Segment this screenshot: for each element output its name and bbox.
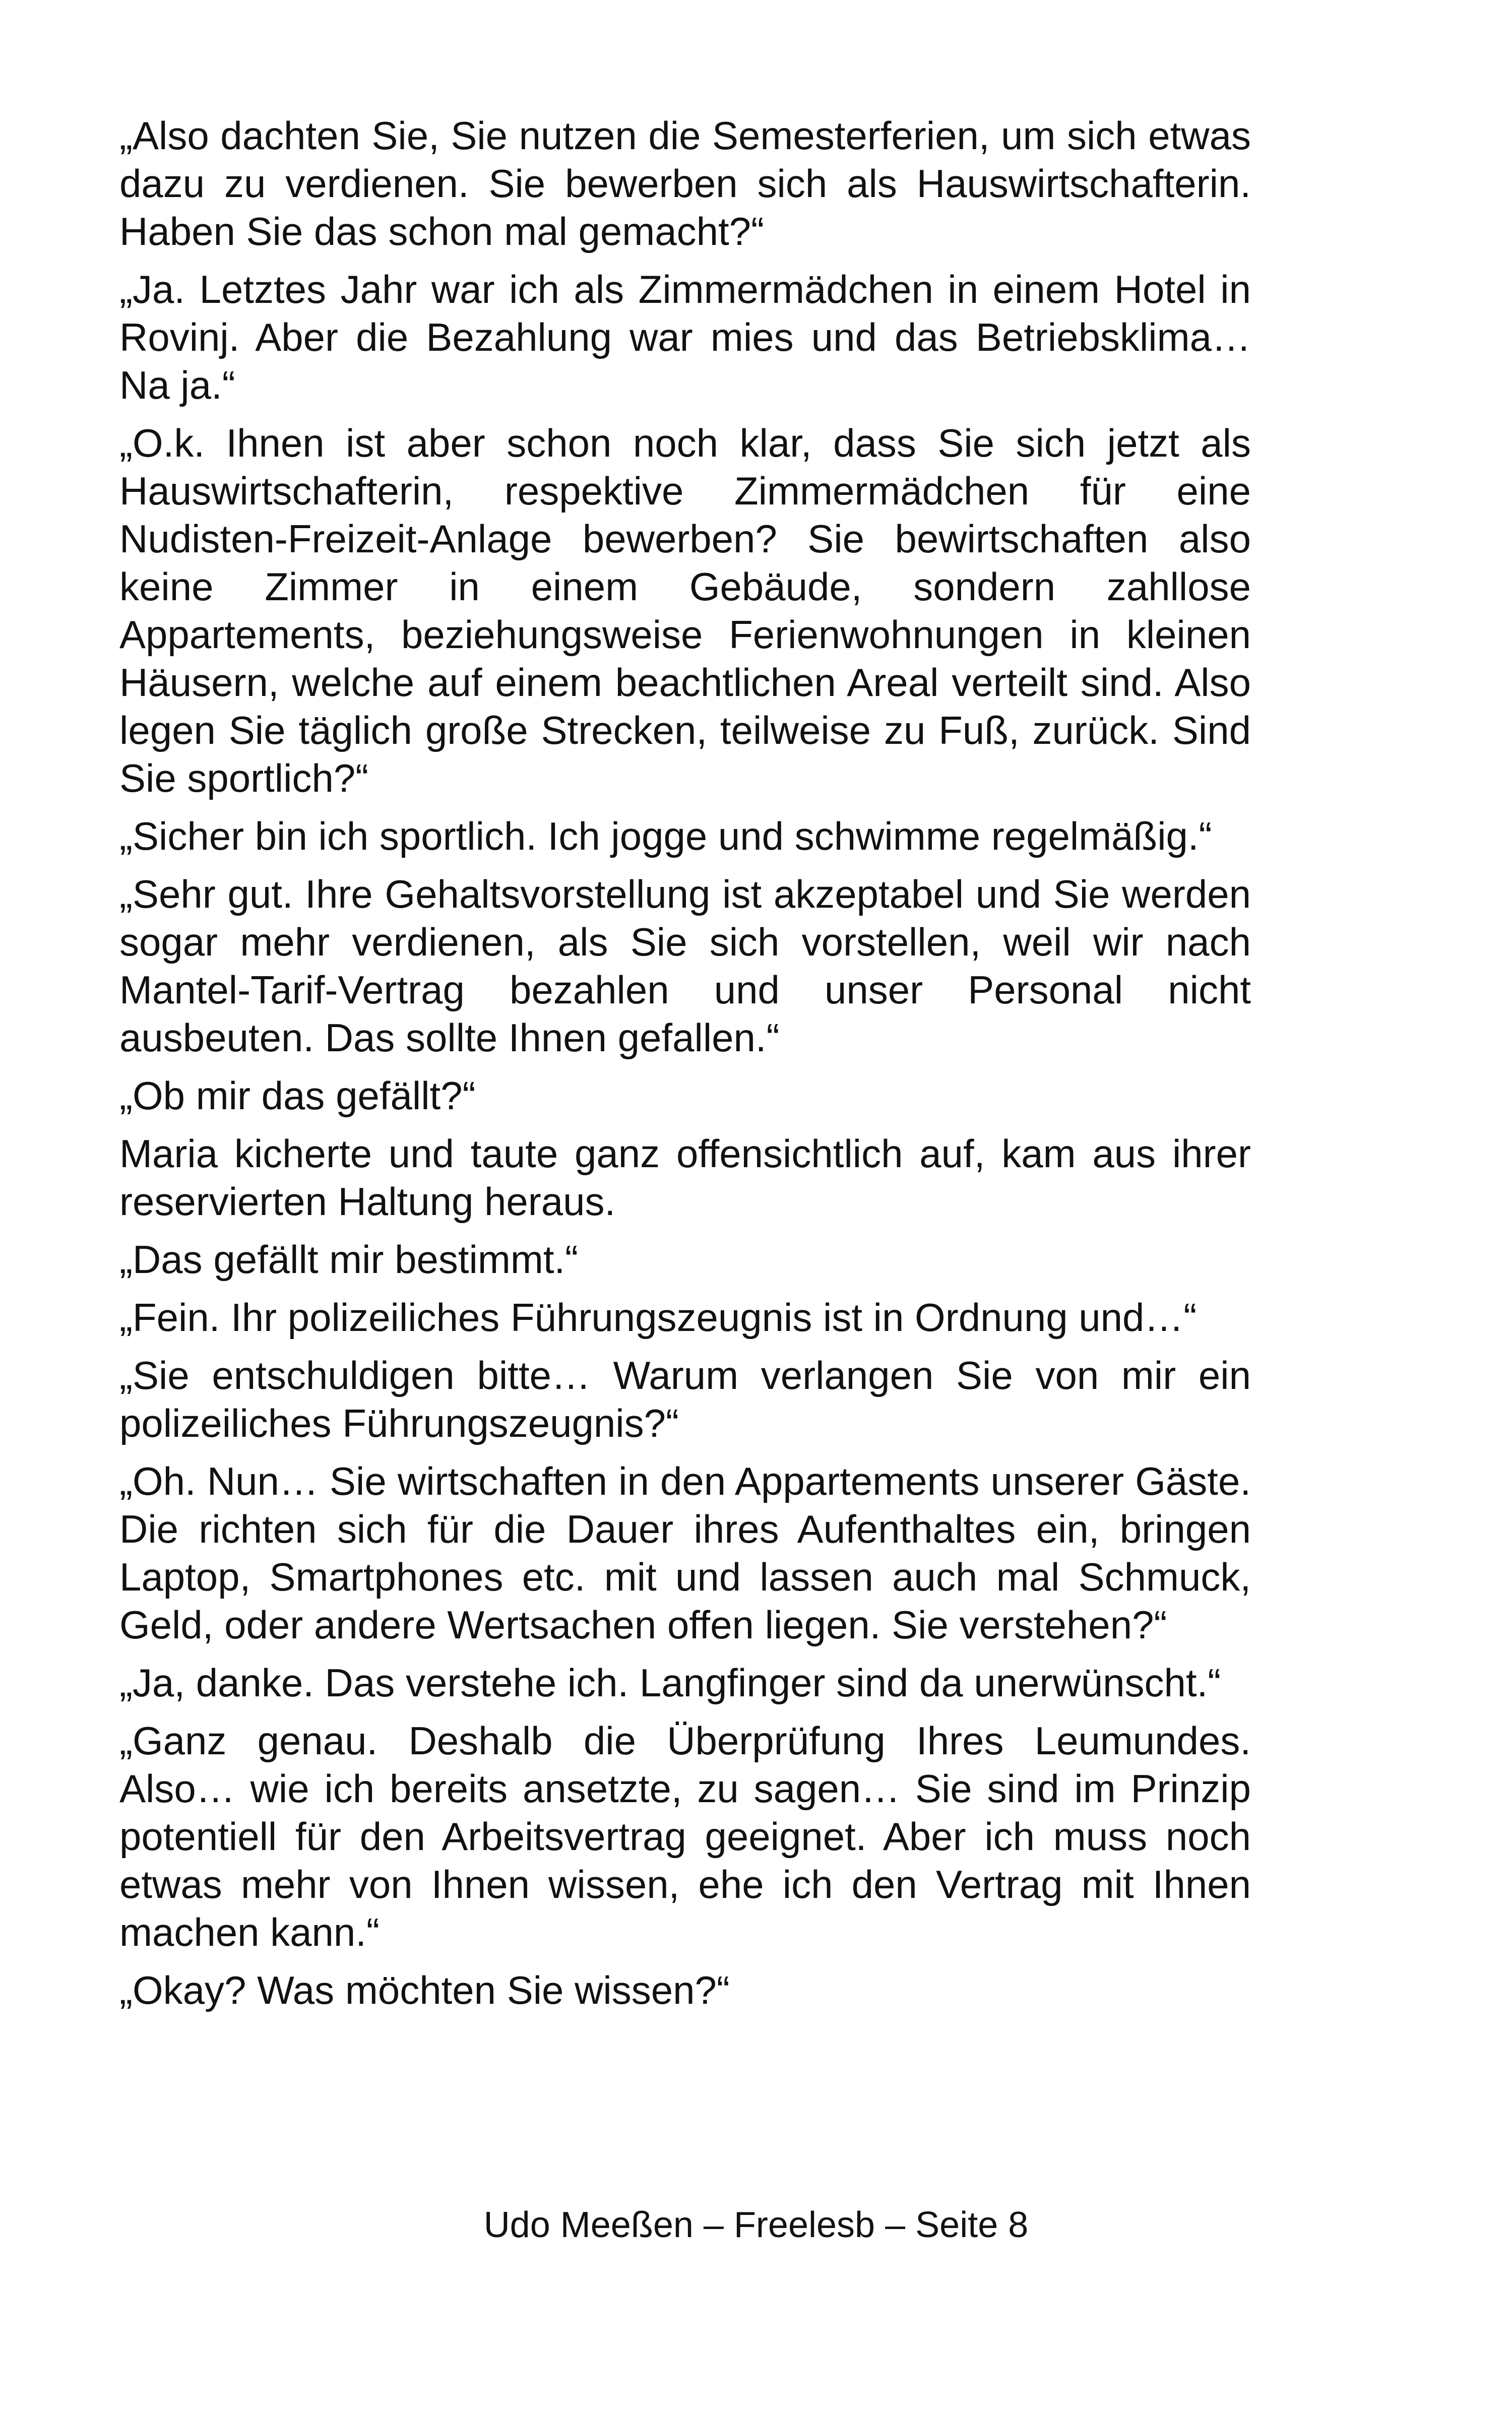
page-footer: Udo Meeßen – Freelesb – Seite 8	[483, 2205, 1029, 2245]
paragraph: „Ja, danke. Das verstehe ich. Langfinger sind da unerwünscht.“	[119, 1661, 1221, 1705]
paragraph: „Sehr gut. Ihre Gehaltsvorstellung ist akzeptabel und Sie werden sogar mehr verdienen, als Sie sich vorstellen, weil wir nach Mantel-Tarif-Vertrag bezahlen und unser Personal nicht ausbeuten. Das sollte Ihnen gefallen.“	[119, 872, 1251, 1060]
paragraph: „Das gefällt mir bestimmt.“	[119, 1237, 579, 1282]
paragraph: „O.k. Ihnen ist aber schon noch klar, dass Sie sich jetzt als Hauswirtschafterin, respektive Zimmermädchen für eine Nudisten-Freizeit-Anlage bewerben? Sie bewirtschaften also keine Zimmer in einem Gebäude, sondern zahllose Appartements, beziehungsweise Ferienwohnungen in kleinen Häusern, welche auf einem beachtlichen Areal verteilt sind. Also legen Sie täglich große Strecken, teilweise zu Fuß, zurück. Sind Sie sportlich?“	[119, 421, 1251, 800]
paragraph: „Ganz genau. Deshalb die Überprüfung Ihres Leumundes. Also… wie ich bereits ansetzte, zu sagen… Sie sind im Prinzip potentiell für den Arbeitsvertrag geeignet. Aber ich muss noch etwas mehr von Ihnen wissen, ehe ich den Vertrag mit Ihnen machen kann.“	[119, 1719, 1251, 1954]
paragraph: „Sicher bin ich sportlich. Ich jogge und schwimme regelmäßig.“	[119, 814, 1212, 858]
paragraph: „Oh. Nun… Sie wirtschaften in den Appartements unserer Gäste. Die richten sich für die Dauer ihres Aufenthaltes ein, bringen Laptop, Smartphones etc. mit und lassen auch mal Schmuck, Geld, oder andere Wertsachen offen liegen. Sie verstehen?“	[119, 1459, 1251, 1647]
paragraph: „Sie entschuldigen bitte… Warum verlangen Sie von mir ein polizeiliches Führungszeugnis?“	[119, 1353, 1251, 1445]
paragraph: „Ob mir das gefällt?“	[119, 1073, 476, 1118]
page-body-text	[119, 112, 1251, 2024]
paragraph: „Fein. Ihr polizeiliches Führungszeugnis ist in Ordnung und…“	[119, 1295, 1197, 1340]
paragraph: „Okay? Was möchten Sie wissen?“	[119, 1968, 730, 2012]
paragraph: Maria kicherte und taute ganz offensichtlich auf, kam aus ihrer reservierten Haltung heraus.	[119, 1131, 1251, 1224]
paragraph: „Also dachten Sie, Sie nutzen die Semesterferien, um sich etwas dazu zu verdienen. Sie bewerben sich als Hauswirtschafterin. Haben Sie das schon mal gemacht?“	[119, 113, 1251, 253]
paragraph: „Ja. Letztes Jahr war ich als Zimmermädchen in einem Hotel in Rovinj. Aber die Bezahlung war mies und das Betriebsklima… Na ja.“	[119, 267, 1251, 407]
